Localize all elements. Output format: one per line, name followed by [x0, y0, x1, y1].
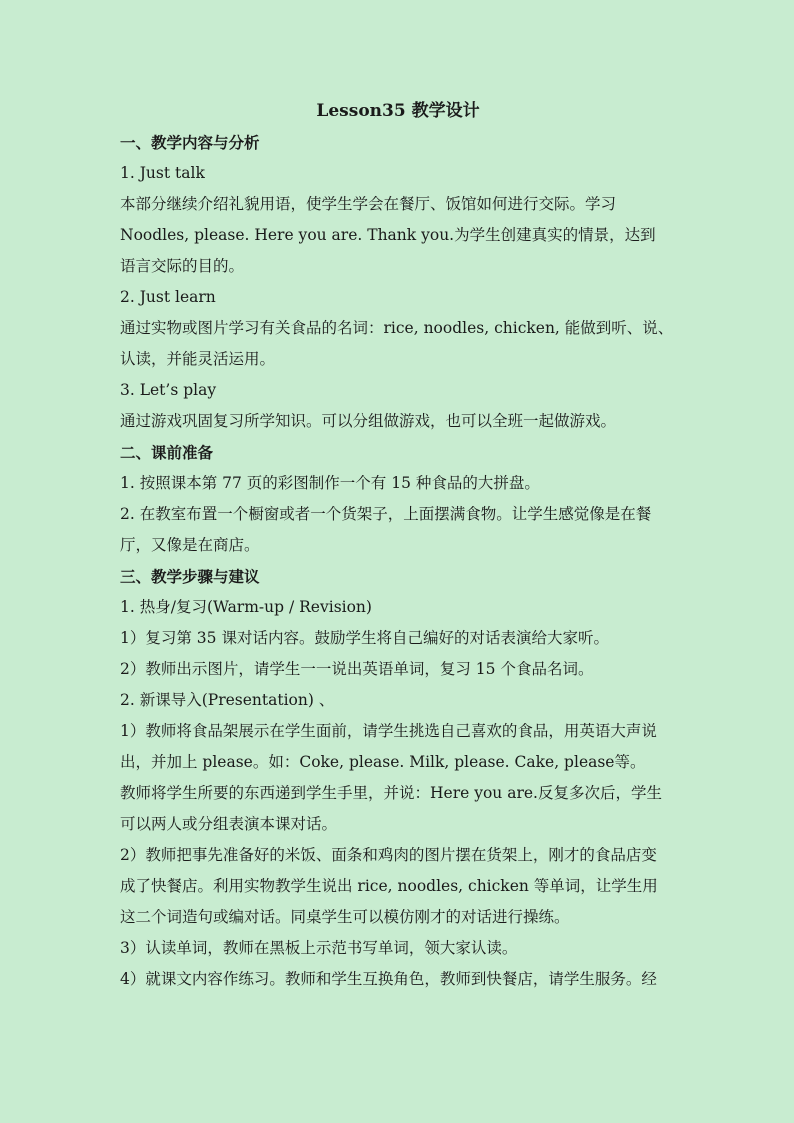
- body-line: 1）教师将食品架展示在学生面前，请学生挑选自己喜欢的食品，用英语大声说: [120, 722, 657, 740]
- body-line: 3）认读单词，教师在黑板上示范书写单词，领大家认读。: [120, 939, 518, 957]
- body-line: 3. Let’s play: [120, 381, 217, 399]
- body-line: 认读，并能灵活运用。: [120, 350, 276, 368]
- body-line: 2）教师出示图片，请学生一一说出英语单词，复习 15 个食品名词。: [120, 660, 594, 678]
- body-line: 1）复习第 35 课对话内容。鼓励学生将自己编好的对话表演给大家听。: [120, 629, 609, 647]
- body-line: 4）就课文内容作练习。教师和学生互换角色，教师到快餐店，请学生服务。经: [120, 970, 657, 988]
- body-line: 教师将学生所要的东西递到学生手里，并说：Here you are.反复多次后，学生: [120, 784, 662, 802]
- section-heading: 三、教学步骤与建议: [120, 567, 260, 586]
- document-body: [120, 127, 676, 995]
- body-line: 可以两人或分组表演本课对话。: [120, 815, 338, 833]
- body-line: 1. 按照课本第 77 页的彩图制作一个有 15 种食品的大拼盘。: [120, 474, 540, 492]
- body-line: 2. 在教室布置一个橱窗或者一个货架子，上面摆满食物。让学生感觉像是在餐: [120, 505, 652, 523]
- body-line: 通过实物或图片学习有关食品的名词：rice, noodles, chicken, 能做到听、说、: [120, 319, 674, 337]
- body-line: 1. Just talk: [120, 164, 205, 182]
- section-heading: 一、教学内容与分析: [120, 133, 260, 152]
- body-line: 成了快餐店。利用实物教学生说出 rice, noodles, chicken 等单词，让学生用: [120, 877, 658, 895]
- body-line: 本部分继续介绍礼貌用语，使学生学会在餐厅、饭馆如何进行交际。学习: [120, 195, 617, 213]
- body-line: 这二个词造句或编对话。同桌学生可以模仿刚才的对话进行操练。: [120, 908, 570, 926]
- body-line: 1. 热身/复习(Warm-up / Revision): [120, 598, 372, 616]
- document-title: Lesson35 教学设计: [316, 101, 480, 121]
- body-line: 2. Just learn: [120, 288, 216, 306]
- body-line: Noodles, please. Here you are. Thank you.为学生创建真实的情景，达到: [120, 226, 656, 244]
- body-line: 厅，又像是在商店。: [120, 536, 260, 554]
- section-heading: 二、课前准备: [120, 443, 214, 462]
- body-line: 2. 新课导入(Presentation) 、: [120, 691, 335, 709]
- document-page: [120, 96, 676, 995]
- body-line: 2）教师把事先准备好的米饭、面条和鸡肉的图片摆在货架上，刚才的食品店变: [120, 846, 657, 864]
- body-line: 语言交际的目的。: [120, 257, 245, 275]
- body-line: 通过游戏巩固复习所学知识。可以分组做游戏，也可以全班一起做游戏。: [120, 412, 617, 430]
- body-line: 出，并加上 please。如：Coke, please. Milk, please. Cake, please等。: [120, 753, 646, 771]
